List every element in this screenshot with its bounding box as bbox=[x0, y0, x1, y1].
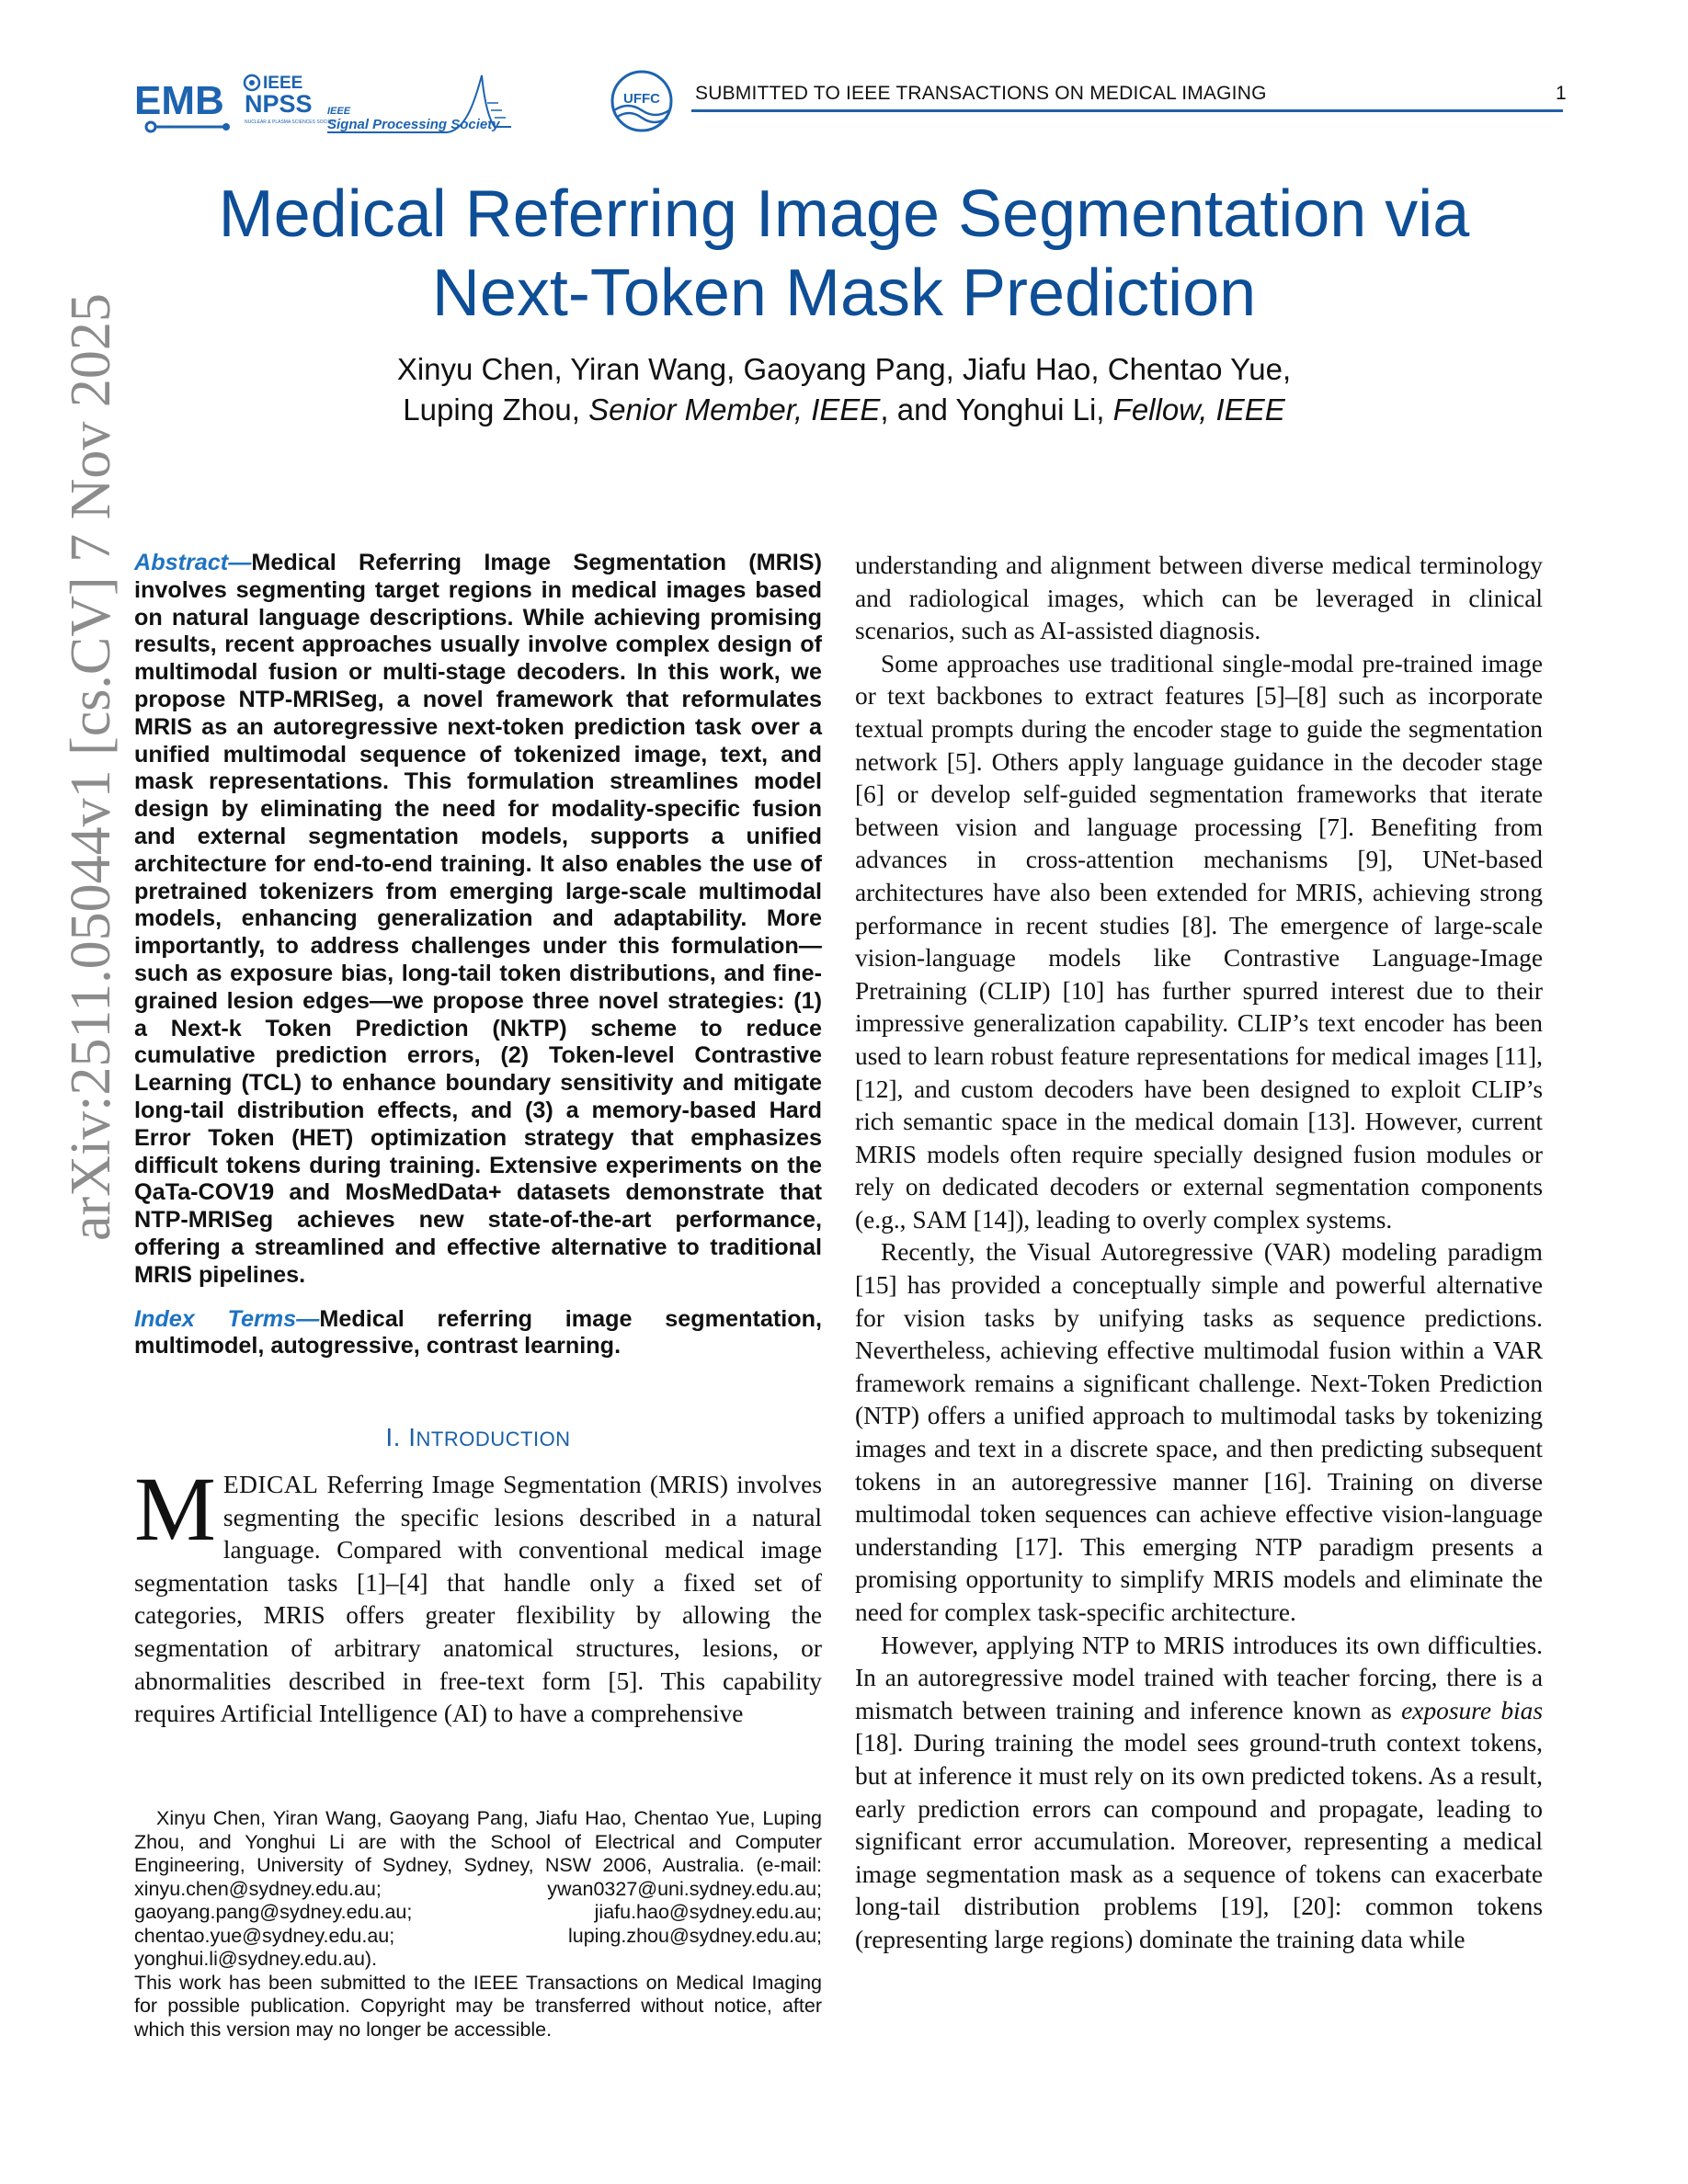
affiliation-footnote: Xinyu Chen, Yiran Wang, Gaoyang Pang, Jiafu Hao, Chentao Yue, Luping Zhou, and Yonghui Li are with the School of Electrical and Computer Engineering, University of Sydney, Sydney, NSW 2006, Australia. (e-mail: xinyu.chen@sydney.edu.au; ywan0327@uni.sydney.edu.au; gaoyang.pang@sydney.edu.au; jiafu.hao@sydney.edu.au; chentao.yue@sydney.edu.au; luping.zhou@sydney.edu.au; yonghui.li@sydney.edu.au). bbox=[134, 1807, 822, 1970]
svg-text:IEEE: IEEE bbox=[263, 74, 303, 93]
paragraph-4: However, applying NTP to MRIS introduces its own difficulties. In an autoregressive model trained with teacher forcing, there is a mismatch between training and inference known as exposure bias [18]. During training the model sees ground-truth context tokens, but at inference it must rely on its own predicted tokens. As a result, early prediction errors can compound and propagate, leading to significant error accumulation. Moreover, representing a medical image segmentation mask as a sequence of tokens can exacerbate long-tail distribution problems [19], [20]: common tokens (representing large regions) dominate the training data while bbox=[855, 1631, 1543, 1953]
svg-text:NPSS: NPSS bbox=[245, 90, 313, 118]
introduction-text: Referring Image Segmentation (MRIS) involves segmenting the specific lesions described in a natural language. Compared with conventional medical image segmentation tasks [1]–[4] that handle only a fixed set of categories, MRIS offers greater flexibility by allowing the segmentation of arbitrary anatomical structures, lesions, or abnormalities described in free-text form [5]. This capability requires Artificial Intelligence (AI) to have a comprehensive bbox=[134, 1471, 822, 1728]
paper-title bbox=[110, 175, 1578, 333]
index-terms-text: Medical referring image segmentation, multimodel, autogressive, contrast learning. bbox=[134, 1305, 822, 1359]
arxiv-identifier-stamp: arXiv:2511.05044v1 [cs.CV] 7 Nov 2025 bbox=[60, 293, 122, 1241]
author-li-membership: Fellow, IEEE bbox=[1112, 392, 1285, 427]
drop-cap: M bbox=[134, 1458, 216, 1561]
running-head: SUBMITTED TO IEEE TRANSACTIONS ON MEDICAL IMAGING bbox=[695, 83, 1267, 104]
svg-text:Signal Processing Society: Signal Processing Society bbox=[327, 117, 500, 132]
left-column bbox=[134, 550, 822, 1731]
emb-logo bbox=[134, 78, 230, 131]
emb-logo-text: EMB bbox=[134, 78, 224, 123]
index-terms bbox=[134, 1306, 822, 1361]
paper-title-line-1: Medical Referring Image Segmentation via bbox=[218, 177, 1470, 251]
paragraph-3: Recently, the Visual Autoregressive (VAR) modeling paradigm [15] has provided a conceptually simple and powerful alternative for vision tasks by unifying tasks as sequence predictions. Nevertheless, achieving effective multimodal fusion within a VAR framework remains a significant challenge. Next-Token Prediction (NTP) offers a unified approach to multimodal tasks by tokenizing images and text in a discrete space, and then predicting subsequent tokens in an autoregressive manner [16]. Training on diverse multimodal token sequences can achieve effective vision-language understanding [17]. This emerging NTP paradigm presents a promising opportunity to simplify MRIS models and eliminate the need for complex task-specific architecture. bbox=[855, 1238, 1543, 1626]
svg-text:UFFC: UFFC bbox=[623, 91, 660, 107]
header-rule bbox=[691, 109, 1563, 112]
author-footnote bbox=[134, 1807, 822, 2042]
authors-line-1: Xinyu Chen, Yiran Wang, Gaoyang Pang, Jiafu Hao, Chentao Yue, bbox=[396, 352, 1292, 386]
lead-in-caps: EDICAL bbox=[222, 1471, 319, 1499]
index-terms-label: Index Terms— bbox=[134, 1305, 320, 1332]
page-number: 1 bbox=[1556, 83, 1567, 104]
author-li: , and Yonghui Li, bbox=[880, 392, 1113, 427]
author-list bbox=[110, 349, 1578, 430]
introduction-paragraph bbox=[134, 1458, 822, 1731]
uffc-logo bbox=[612, 72, 671, 131]
abstract-label: Abstract— bbox=[134, 550, 252, 575]
npss-logo bbox=[245, 74, 337, 125]
paper-title-line-2: Next-Token Mask Prediction bbox=[431, 256, 1257, 330]
author-zhou: Luping Zhou, bbox=[403, 392, 589, 427]
section-heading-introduction: I. INTRODUCTION bbox=[385, 1423, 571, 1452]
paragraph-1: understanding and alignment between diverse medical terminology and radiological images, which can be leveraged in clinical scenarios, such as AI-assisted diagnosis. bbox=[855, 552, 1543, 645]
signal-processing-society-logo bbox=[327, 75, 511, 132]
society-logos bbox=[134, 66, 677, 140]
svg-text:IEEE: IEEE bbox=[327, 106, 351, 117]
term-exposure-bias: exposure bias bbox=[1401, 1696, 1543, 1724]
paragraph-2: Some approaches use traditional single-modal pre-trained image or text backbones to extract features [5]–[8] such as incorporate textual prompts during the encoder stage to guide the segmentation network [5]. Others apply language guidance in the decoder stage [6] or develop self-guided segmentation frameworks that iterate between vision and language processing [7]. Benefiting from advances in cross-attention mechanisms [9], UNet-based architectures have also been extended for MRIS, achieving strong performance in recent studies [8]. The emergence of large-scale vision-language models like Contrastive Language-Image Pretraining (CLIP) [10] has further spurred interest due to their impressive generalization capability. CLIP’s text encoder has been used to learn robust feature representations for medical images [11], [12], and custom decoders have been designed to exploit CLIP’s rich semantic space in the medical domain [13]. However, current MRIS models often require specially designed fusion modules or rely on dedicated decoders or external segmentation components (e.g., SAM [14]), leading to overly complex systems. bbox=[855, 649, 1543, 1234]
submission-notice: This work has been submitted to the IEEE Transactions on Medical Imaging for possible publication. Copyright may be transferred without notice, after which this version may no longer be accessible. bbox=[134, 1971, 822, 2041]
abstract bbox=[134, 550, 822, 1290]
right-column bbox=[855, 550, 1543, 1957]
svg-text:NUCLEAR & PLASMA SCIENCES SOCI: NUCLEAR & PLASMA SCIENCES SOCIETY bbox=[245, 119, 337, 125]
abstract-text: Medical Referring Image Segmentation (MRIS) involves segmenting target regions in medical images based on natural language descriptions. While achieving promising results, recent approaches usually involve complex design of multimodal fusion or multi-stage decoders. In this work, we propose NTP-MRISeg, a novel framework that reformulates MRIS as an autoregressive next-token prediction task over a unified multimodal sequence of tokenized image, text, and mask representations. This formulation streamlines model design by eliminating the need for modality-specific fusion and external segmentation models, supports a unified architecture for end-to-end training. It also enables the use of pretrained tokenizers from emerging large-scale multimodal models, enhancing generalization and adaptability. More importantly, to address challenges under this formulation—such as exposure bias, long-tail token distributions, and fine-grained lesion edges—we propose three novel strategies: (1) a Next-k Token Prediction (NkTP) scheme to reduce cumulative prediction errors, (2) Token-level Contrastive Learning (TCL) to enhance boundary sensitivity and mitigate long-tail distribution effects, and (3) a memory-based Hard Error Token (HET) optimization strategy that emphasizes difficult tokens during training. Extensive experiments on the QaTa-COV19 and MosMedData+ datasets demonstrate that NTP-MRISeg achieves new state-of-the-art performance, offering a streamlined and effective alternative to traditional MRIS pipelines. bbox=[134, 550, 822, 1288]
author-zhou-membership: Senior Member, IEEE bbox=[588, 392, 881, 427]
